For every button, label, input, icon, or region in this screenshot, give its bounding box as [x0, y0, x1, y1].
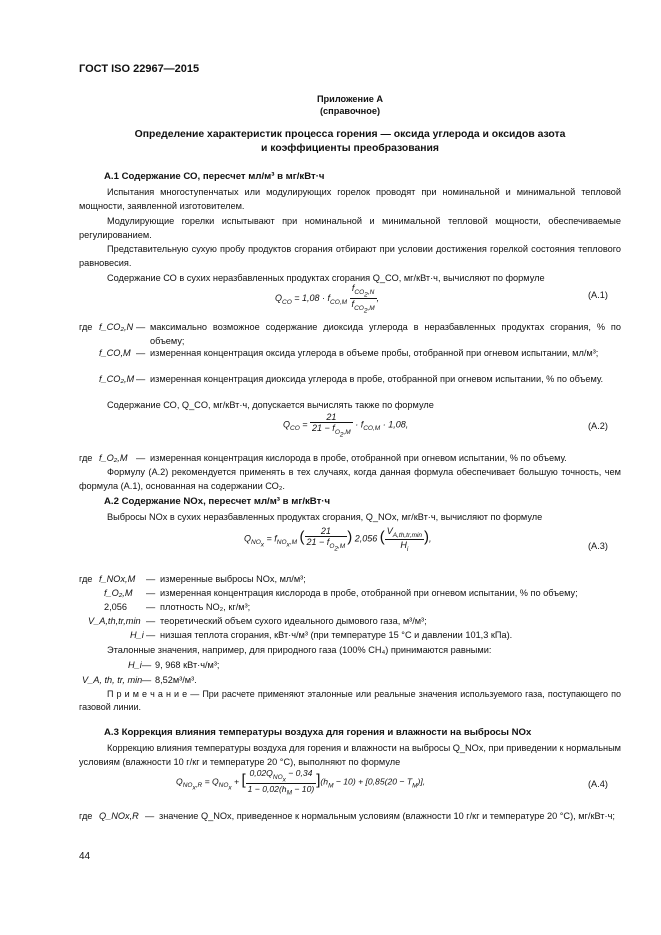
- value-symbol: H_i: [128, 660, 142, 670]
- page-number: 44: [79, 851, 91, 862]
- formula-a1: $Q_{CO} = 1,08 \cdot f_{CO,M}$ $\frac{f_{CO_2,N}}{f_{CO_2,M}}$ ,: [275, 283, 380, 315]
- def-symbol: H_i: [130, 630, 144, 640]
- def-symbol: f_CO,M: [99, 348, 131, 358]
- formula-a2: $Q_{CO}$ = $\frac{21}{21 - f_{O_2,M}}$ · $f_{CO,M} \cdot 1,08$,: [283, 412, 409, 439]
- formula-a4: $Q_{NO_x,R} = Q_{NO_x}$ + [ $\frac{0,02Q_{NO_x} - 0,34}{1 - 0,02(h_M - 10)}$ ]$(h_M - 10) + [0,85(20 - T_M)]$,: [176, 768, 426, 797]
- value-text: 9, 968 кВт·ч/м³;: [155, 660, 220, 670]
- main-title-line1: Определение характеристик процесса горения — оксида углерода и оксидов азота: [134, 129, 566, 140]
- def-text: измеренная концентрация кислорода в пробе, отобранной при огневом испытании, % по объему;: [160, 588, 578, 598]
- def-dash: —: [142, 660, 152, 670]
- def-dash: —: [136, 374, 146, 384]
- def-dash: —: [146, 574, 156, 584]
- formula-a3: $Q_{NO_x} = f_{NO_x,M}$ ( $\frac{21}{21 - f_{O_2,M}}$ ) 2,056 ( $\frac{V_{A,th,tr,min}}{H_i}$ ),: [244, 526, 432, 553]
- def-text: измеренная концентрация кислорода в пробе, отобранной при огневом испытании, % по объему.: [150, 453, 567, 463]
- where-label: где: [79, 811, 93, 821]
- appendix-title: Приложение А: [316, 94, 384, 104]
- note-label: П р и м е ч а н и е: [107, 689, 188, 699]
- def-symbol: f_CO₂,M: [99, 374, 135, 384]
- section-a2-heading: А.2 Содержание NOx, пересчет мл/м³ в мг/кВт·ч: [104, 496, 331, 507]
- def-symbol: f_CO₂,N: [99, 322, 134, 332]
- def-symbol: V_A,th,tr,min: [88, 616, 141, 626]
- a1-paragraph-2: Модулирующие горелки испытывают при номинальной и минимальной тепловой мощности, обеспечиваемые регулированием.: [79, 216, 621, 240]
- value-text: 8,52м³/м³.: [155, 675, 197, 685]
- where-label: где: [79, 574, 93, 584]
- def-dash: —: [145, 811, 155, 821]
- def-text: значение Q_NOx, приведенное к нормальным условиям (влажности 10 г/кг и температуре 20 °С), мг/кВт·ч;: [159, 811, 615, 821]
- def-dash: —: [136, 348, 146, 358]
- equation-number-a2: (А.2): [588, 421, 608, 431]
- equation-number-a4: (А.4): [588, 779, 608, 789]
- where-label: где: [79, 322, 93, 332]
- def-symbol: Q_NOx,R: [99, 811, 139, 821]
- def-text: теоретический объем сухого идеального дымового газа, м³/м³;: [160, 616, 427, 626]
- def-text: низшая теплота сгорания, кВт·ч/м³ (при температуре 15 °С и давлении 101,3 кПа).: [160, 630, 513, 640]
- value-symbol: V_A, th, tr, min: [82, 675, 143, 685]
- main-title-line2: и коэффициенты преобразования: [261, 143, 439, 154]
- a3-paragraph-1: Коррекцию влияния температуры воздуха для горения и влажности на выбросы Q_NOx, при приведении к нормальным условиям (влажности 10 г/кг и температуре 20 °С), выполняют по формуле: [79, 743, 621, 767]
- def-dash: —: [146, 602, 156, 612]
- where-label: где: [79, 453, 93, 463]
- def-symbol: f_NOx,M: [99, 574, 136, 584]
- def-dash: —: [146, 616, 156, 626]
- a2-paragraph-1: Выбросы NOx в сухих неразбавленных продуктах сгорания, Q_NOx, мг/кВт·ч, вычисляют по формуле: [107, 512, 543, 522]
- note: [79, 688, 621, 714]
- def-symbol: f_O₂,M: [99, 453, 128, 463]
- def-text: плотность NO₂, кг/м³;: [160, 602, 251, 612]
- def-text: измеренная концентрация диоксида углерода в пробе, отобранной при огневом испытании, % по объему.: [150, 374, 604, 384]
- def-text: измеренные выбросы NOx, мл/м³;: [160, 574, 306, 584]
- section-a1-heading: А.1 Содержание СО, пересчет мл/м³ в мг/кВт·ч: [104, 171, 325, 182]
- standard-header: ГОСТ ISO 22967—2015: [79, 63, 200, 75]
- a2-paragraph-2: Эталонные значения, например, для природного газа (100% CH₄) принимаются равными:: [107, 645, 492, 655]
- equation-number-a1: (А.1): [588, 290, 608, 300]
- def-dash: —: [136, 453, 146, 463]
- a1-paragraph-4: Содержание СО в сухих неразбавленных продуктах сгорания Q_CO, мг/кВт·ч, вычисляют по формуле: [107, 273, 545, 283]
- appendix-type: (справочное): [319, 106, 380, 116]
- def-text: измеренная концентрация оксида углерода в объеме пробы, отобранной при огневом испытании, мл/м³;: [150, 348, 599, 358]
- def-symbol: 2,056: [104, 602, 127, 612]
- def-dash: —: [146, 630, 156, 640]
- section-a3-heading: А.3 Коррекция влияния температуры воздуха для горения и влажности на выбросы NOx: [104, 727, 532, 738]
- def-text: максимально возможное содержание диоксида углерода в неразбавленных продуктах сгорания, % по объему;: [150, 322, 621, 346]
- def-dash: —: [136, 322, 146, 332]
- a1-paragraph-6: Формулу (А.2) рекомендуется применять в тех случаях, когда данная формула обеспечивает большую точность, чем формула (А.1), основанная на содержании СО₂.: [79, 467, 621, 491]
- a1-paragraph-3: Представительную сухую пробу продуктов сгорания отбирают при условии достижения горелкой состояния теплового равновесия.: [79, 244, 621, 268]
- def-dash: —: [146, 588, 156, 598]
- note-text: — При расчете применяют эталонные или реальные значения используемого газа, поступающего по газовой линии.: [79, 689, 621, 712]
- a1-paragraph-1: Испытания многоступенчатых или модулирующих горелок проводят при номинальной и минимальной тепловой мощности, заявленной изготовителем.: [79, 187, 621, 211]
- def-symbol: f_O₂,M: [104, 588, 133, 598]
- def-dash: —: [142, 675, 152, 685]
- equation-number-a3: (А.3): [588, 541, 608, 551]
- a1-paragraph-5: Содержание СО, Q_CO, мг/кВт·ч, допускается вычислять также по формуле: [107, 400, 434, 410]
